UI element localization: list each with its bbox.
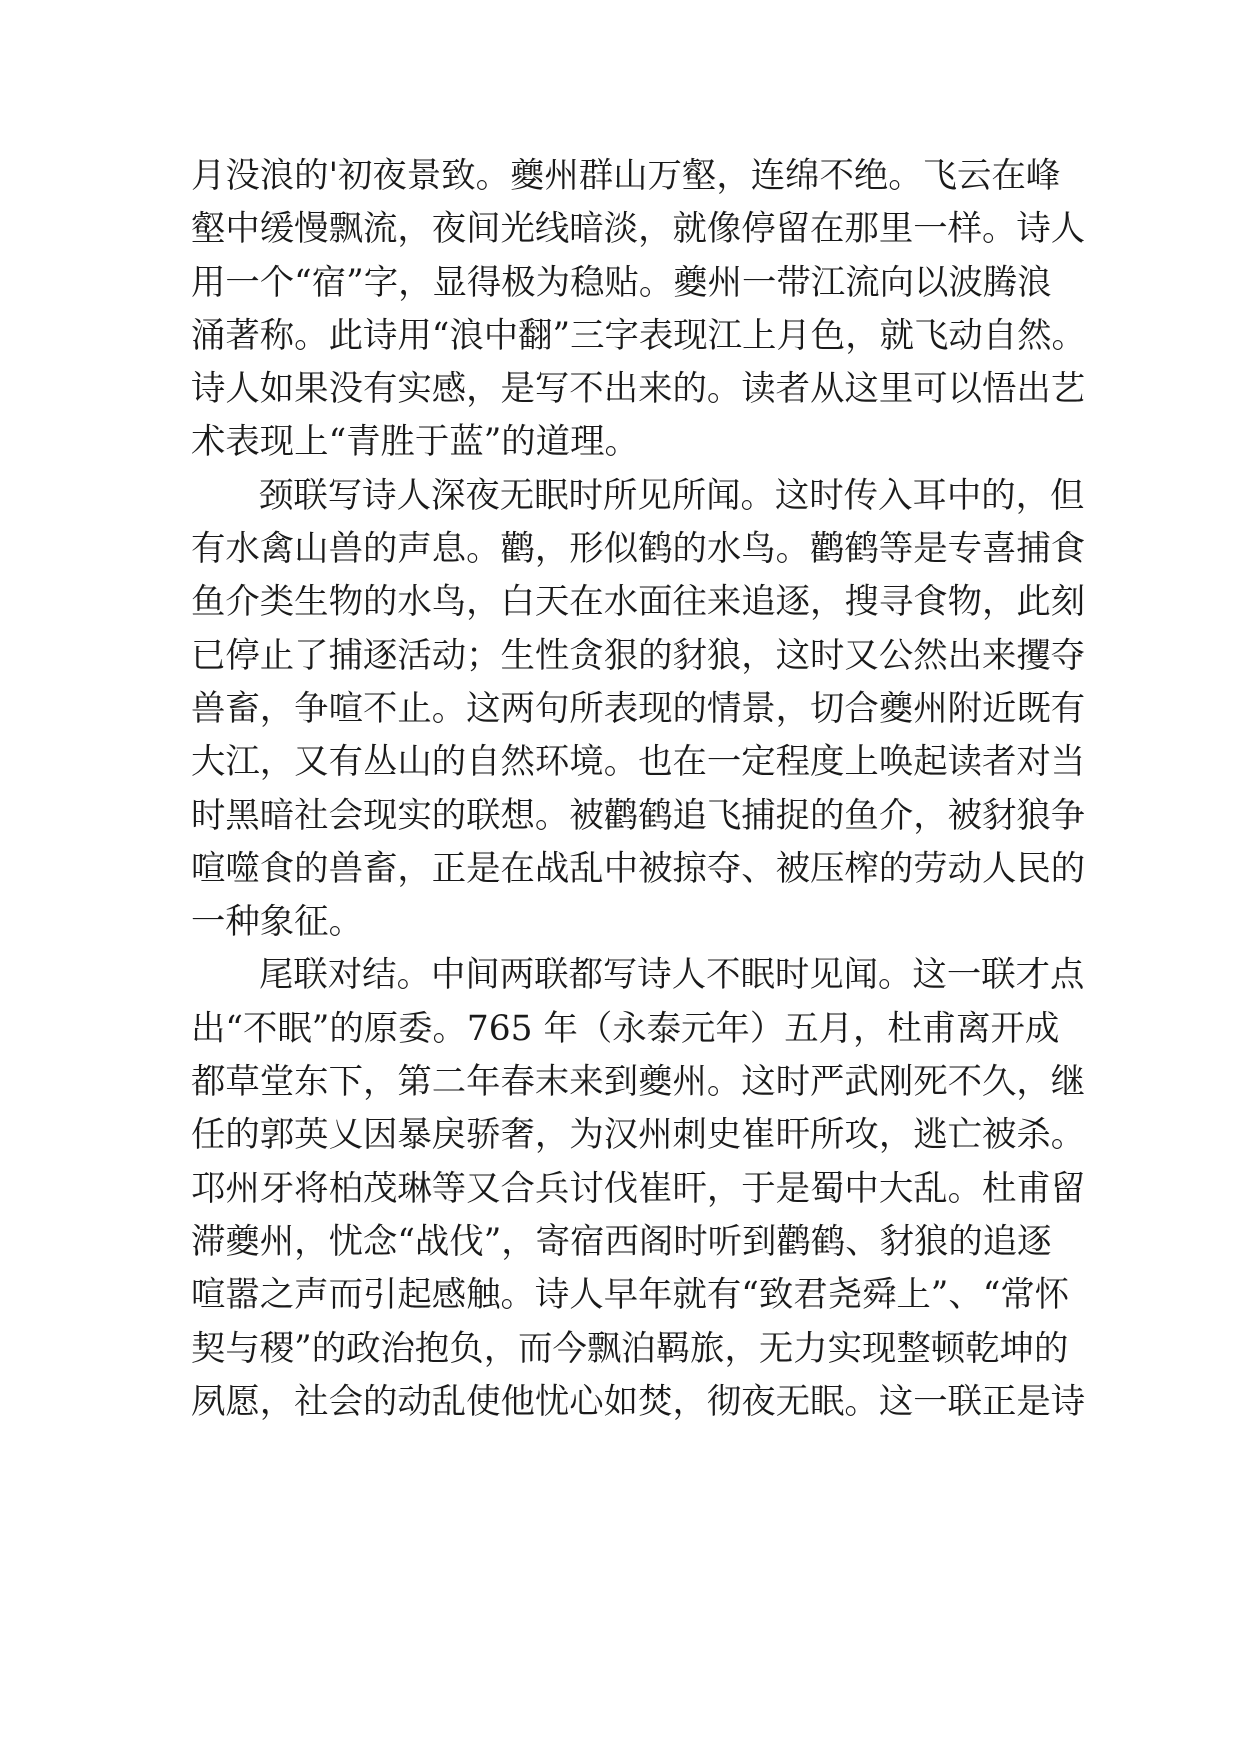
document-body	[191, 150, 1086, 1429]
paragraph-3-line: 契与稷”的政治抱负，而今飘泊羁旅，无力实现整顿乾坤的	[191, 1328, 1069, 1369]
paragraph-3-line: 喧嚣之声而引起感触。诗人早年就有“致君尧舜上”、“常怀	[191, 1275, 1070, 1316]
paragraph-2-line: 时黑暗社会现实的联想。被鹳鹤追飞捕捉的鱼介，被豺狼争	[191, 795, 1086, 836]
paragraph-3-line: 邛州牙将柏茂琳等又合兵讨伐崔旰，于是蜀中大乱。杜甫留	[191, 1168, 1086, 1209]
paragraph-1-line: 用一个“宿”字，显得极为稳贴。夔州一带江流向以波腾浪	[191, 262, 1052, 303]
paragraph-2-line: 喧噬食的兽畜，正是在战乱中被掠夺、被压榨的劳动人民的	[191, 848, 1086, 889]
paragraph-2-line: 大江，又有丛山的自然环境。也在一定程度上唤起读者对当	[191, 742, 1086, 783]
paragraph-1-line: 月没浪的'初夜景致。夔州群山万壑，连绵不绝。飞云在峰	[191, 156, 1061, 196]
paragraph-3-line: 滞夔州，忧念“战伐”，寄宿西阁时听到鹳鹤、豺狼的追逐	[191, 1221, 1052, 1262]
paragraph-1-line: 术表现上“青胜于蓝”的道理。	[191, 422, 639, 463]
paragraph-2-line: 有水禽山兽的声息。鹳，形似鹤的水鸟。鹳鹤等是专喜捕食	[191, 529, 1086, 570]
paragraph-2-line: 一种象征。	[191, 902, 363, 943]
paragraph-2-line: 兽畜，争喧不止。这两句所表现的情景，切合夔州附近既有	[191, 688, 1086, 729]
paragraph-2-line: 鱼介类生物的水鸟，白天在水面往来追逐，搜寻食物，此刻	[191, 582, 1086, 623]
paragraph-1-line: 诗人如果没有实感，是写不出来的。读者从这里可以悟出艺	[191, 369, 1086, 410]
paragraph-3-line: 任的郭英乂因暴戾骄奢，为汉州刺史崔旰所攻，逃亡被杀。	[191, 1115, 1086, 1156]
paragraph-1-line: 涌著称。此诗用“浪中翻”三字表现江上月色，就飞动自然。	[191, 315, 1086, 356]
paragraph-3-line: 都草堂东下，第二年春末来到夔州。这时严武刚死不久，继	[191, 1062, 1086, 1103]
paragraph-2-line: 已停止了捕逐活动；生性贪狠的豺狼，这时又公然出来攫夺	[191, 635, 1086, 676]
paragraph-2-line: 颈联写诗人深夜无眠时所见所闻。这时传入耳中的，但	[259, 475, 1085, 516]
paragraph-3-line: 出“不眠”的原委。765 年（永泰元年）五月，杜甫离开成	[191, 1008, 1060, 1049]
paragraph-3-line: 尾联对结。中间两联都写诗人不眠时见闻。这一联才点	[259, 955, 1085, 996]
paragraph-1-line: 壑中缓慢飘流，夜间光线暗淡，就像停留在那里一样。诗人	[191, 209, 1086, 250]
paragraph-3-line: 夙愿，社会的动乱使他忧心如焚，彻夜无眠。这一联正是诗	[191, 1381, 1086, 1422]
